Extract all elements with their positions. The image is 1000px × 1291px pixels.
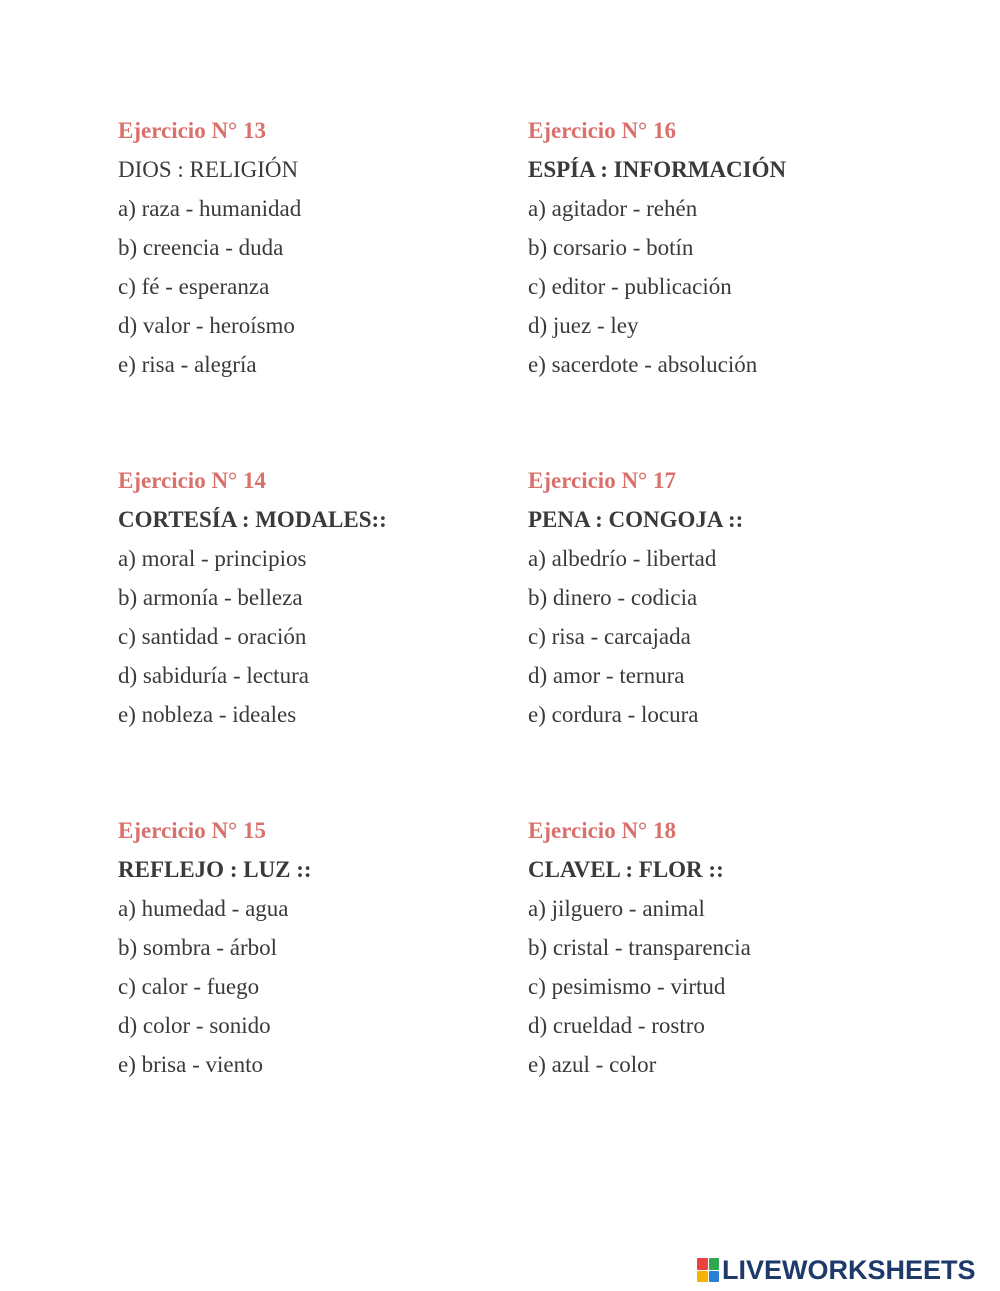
logo-tile-green [709,1258,720,1270]
option-a[interactable]: a) agitador - rehén [528,196,698,221]
option-c[interactable]: c) santidad - oración [118,624,307,649]
option-a[interactable]: a) humedad - agua [118,896,289,921]
exercise-stem: PENA : CONGOJA :: [528,507,744,532]
liveworksheets-logo-icon [697,1258,719,1282]
option-d[interactable]: d) crueldad - rostro [528,1013,705,1038]
option-d[interactable]: d) valor - heroísmo [118,313,295,338]
logo-tile-red [697,1258,708,1270]
liveworksheets-logo[interactable] [697,1255,976,1285]
exercise-13 [118,111,538,384]
option-b[interactable]: b) dinero - codicia [528,585,698,610]
exercise-stem: ESPÍA : INFORMACIÓN [528,157,787,182]
exercise-title: Ejercicio N° 16 [528,118,677,143]
option-d[interactable]: d) juez - ley [528,313,639,338]
option-c[interactable]: c) risa - carcajada [528,624,691,649]
option-a[interactable]: a) raza - humanidad [118,196,302,221]
option-e[interactable]: e) sacerdote - absolución [528,352,758,377]
logo-text: LIVEWORKSHEETS [722,1255,976,1285]
exercise-14 [118,461,538,734]
exercise-16 [528,111,948,384]
logo-tile-blue [709,1271,720,1283]
option-a[interactable]: a) jilguero - animal [528,896,705,921]
option-e[interactable]: e) azul - color [528,1052,657,1077]
exercise-title: Ejercicio N° 13 [118,118,267,143]
option-a[interactable]: a) albedrío - libertad [528,546,717,571]
logo-tile-yellow [697,1271,708,1283]
exercise-18 [528,811,948,1084]
option-b[interactable]: b) armonía - belleza [118,585,303,610]
option-c[interactable]: c) pesimismo - virtud [528,974,726,999]
option-b[interactable]: b) creencia - duda [118,235,284,260]
option-d[interactable]: d) sabiduría - lectura [118,663,309,688]
exercise-title: Ejercicio N° 14 [118,468,267,493]
option-b[interactable]: b) corsario - botín [528,235,694,260]
option-c[interactable]: c) fé - esperanza [118,274,270,299]
exercise-title: Ejercicio N° 15 [118,818,267,843]
exercise-title: Ejercicio N° 17 [528,468,677,493]
exercise-stem: CORTESÍA : MODALES:: [118,507,387,532]
option-d[interactable]: d) color - sonido [118,1013,271,1038]
option-d[interactable]: d) amor - ternura [528,663,685,688]
option-e[interactable]: e) cordura - locura [528,702,699,727]
option-b[interactable]: b) cristal - transparencia [528,935,751,960]
option-e[interactable]: e) risa - alegría [118,352,257,377]
option-c[interactable]: c) editor - publicación [528,274,732,299]
exercise-15 [118,811,538,1084]
option-c[interactable]: c) calor - fuego [118,974,260,999]
exercise-stem: DIOS : RELIGIÓN [118,157,299,182]
exercise-stem: REFLEJO : LUZ :: [118,857,312,882]
option-e[interactable]: e) brisa - viento [118,1052,263,1077]
exercise-stem: CLAVEL : FLOR :: [528,857,724,882]
exercise-title: Ejercicio N° 18 [528,818,677,843]
option-a[interactable]: a) moral - principios [118,546,307,571]
option-e[interactable]: e) nobleza - ideales [118,702,297,727]
exercise-17 [528,461,948,734]
option-b[interactable]: b) sombra - árbol [118,935,278,960]
